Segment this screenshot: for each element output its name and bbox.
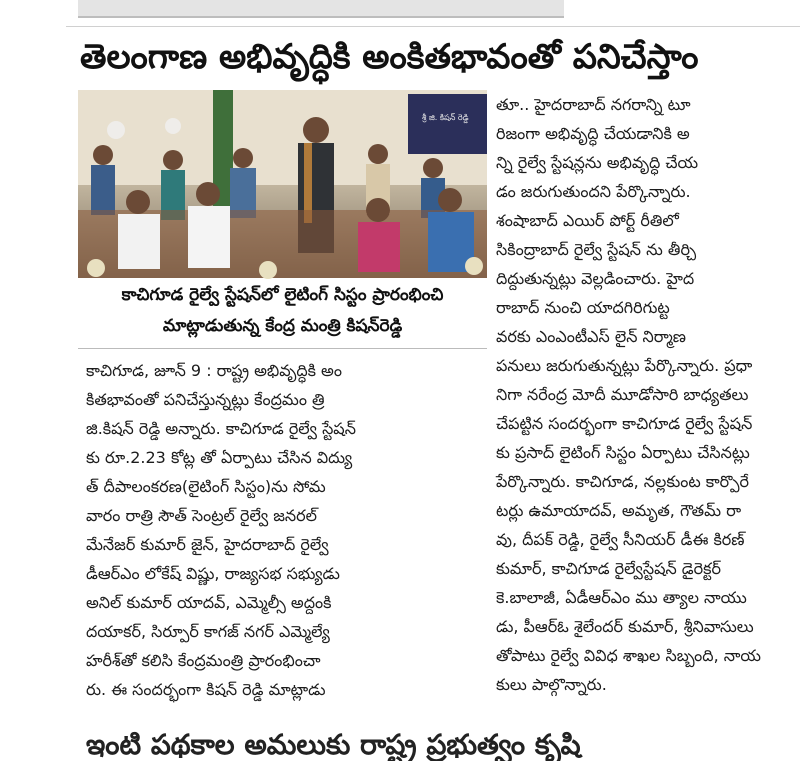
body-line: దిద్దుతున్నట్లు వెల్లడించారు. హైద [496,269,695,288]
body-line: కు ప్రసాద్ లైటింగ్ సిస్టం ఏర్పాటు చేసినట్లు [496,443,750,462]
event-photo [78,90,487,278]
body-line: న్ని రైల్వే స్టేషన్లను అభివృద్ధి చేయ [496,153,699,172]
photo-caption [78,280,487,346]
next-article-headline-fragment [86,728,706,761]
body-line: పేర్కొన్నారు. కాచిగూడ, నల్లకుంట కార్పొరే [496,472,750,491]
body-line: జి.కిషన్ రెడ్డి అన్నారు. కాచిగూడ రైల్వే స్టేషన్ [86,419,356,438]
divider-line [66,26,800,27]
body-line: రాబాద్ నుంచి యాదగిరిగుట్ట [496,298,670,317]
caption-line-2: మాట్లాడుతున్న కేంద్ర మంత్రి కిషన్‌రెడ్డి [162,316,403,336]
body-line: కు రూ.2.23 కోట్ల తో ఏర్పాటు చేసిన విద్యు [86,448,353,467]
body-line: వరకు ఎంఎంటీఎస్ లైన్ నిర్మాణ [496,327,687,346]
body-line: పనులు జరుగుతున్నట్లు పేర్కొన్నారు. ప్రధా [496,356,753,375]
body-line: త్ దీపాలంకరణ(లైటింగ్ సిస్టం)ను సోమ [86,477,326,496]
article-body-left-column [86,356,486,704]
body-line: కె.బాలాజీ, ఏడీఆర్ఎం ము త్యాల నాయు [496,588,747,607]
body-line: నిగా నరేంద్ర మోదీ మూడోసారి బాధ్యతలు [496,385,749,404]
body-line: సికింద్రాబాద్ రైల్వే స్టేషన్ ను తీర్చి [496,240,697,259]
body-line: టర్లు ఉమాయాదవ్, అమృత, గౌతమ్ రా [496,501,742,520]
body-line: డం జరుగుతుందని పేర్కొన్నారు. [496,182,691,201]
body-line: మేనేజర్ కుమార్ జైన్, హైదరాబాద్ రైల్వే [86,535,329,554]
caption-divider [78,348,487,349]
body-line: కులు పాల్గొన్నారు. [496,675,607,694]
photo-banner-label: శ్రీ జి. కిషన్ రెడ్డి [422,113,469,122]
body-line: రు. ఈ సందర్భంగా కిషన్ రెడ్డి మాట్లాడు [86,680,326,699]
body-line: కితభావంతో పనిచేస్తున్నట్లు కేంద్రమం త్రి [86,390,325,409]
body-line: శంషాబాద్ ఎయిర్ పోర్ట్ రీతిలో [496,211,679,230]
body-line: వారం రాత్రి సౌత్ సెంట్రల్ రైల్వే జనరల్ [86,506,317,525]
body-line: తూ.. హైదరాబాద్ నగరాన్ని టూ [496,95,691,114]
body-line: కాచిగూడ, జూన్ 9 : రాష్ట్ర అభివృద్ధికి అం [86,361,342,380]
body-line: హరీశ్‌తో కలిసి కేంద్రమంత్రి ప్రారంభించా [86,651,321,670]
body-line: చేపట్టిన సందర్భంగా కాచిగూడ రైల్వే స్టేషన్ [496,414,753,433]
body-line: వు, దీపక్ రెడ్డి, రైల్వే సీనియర్ డీఈ కిరణ్ [496,530,745,549]
body-line: డీఆర్ఎం లోకేష్ విష్ణు, రాజ్యసభ సభ్యుడు [86,564,340,583]
headline: తెలంగాణ అభివృద్ధికి అంకితభావంతో పనిచేస్తాం [80,37,699,77]
next-headline-text: ఇంటి పథకాల అమలుకు రాష్ట్ర ప్రభుత్వం కృషి [86,728,581,761]
body-line: కుమార్, కాచిగూడ రైల్వేస్టేషన్ డైరెక్టర్ [496,559,721,578]
article-body-right-column [496,90,786,699]
body-line: రిజంగా అభివృద్ధి చేయడానికి అ [496,124,690,143]
body-line: దయాకర్, సిర్పూర్ కాగజ్ నగర్ ఎమ్మెల్యే [86,622,330,641]
body-line: తోపాటు రైల్వే వివిధ శాఖల సిబ్బంది, నాయ [496,646,761,665]
previous-article-strip [78,0,564,18]
body-line: డు, పీఆర్ఓ శైలేందర్ కుమార్, శ్రీనివాసులు [496,617,754,636]
body-line: అనిల్ కుమార్ యాదవ్, ఎమ్మెల్సీ అద్దంకి [86,593,332,612]
caption-line-1: కాచిగూడ రైల్వే స్టేషన్‌లో లైటింగ్ సిస్టం ప్రారంభించి [121,285,444,305]
